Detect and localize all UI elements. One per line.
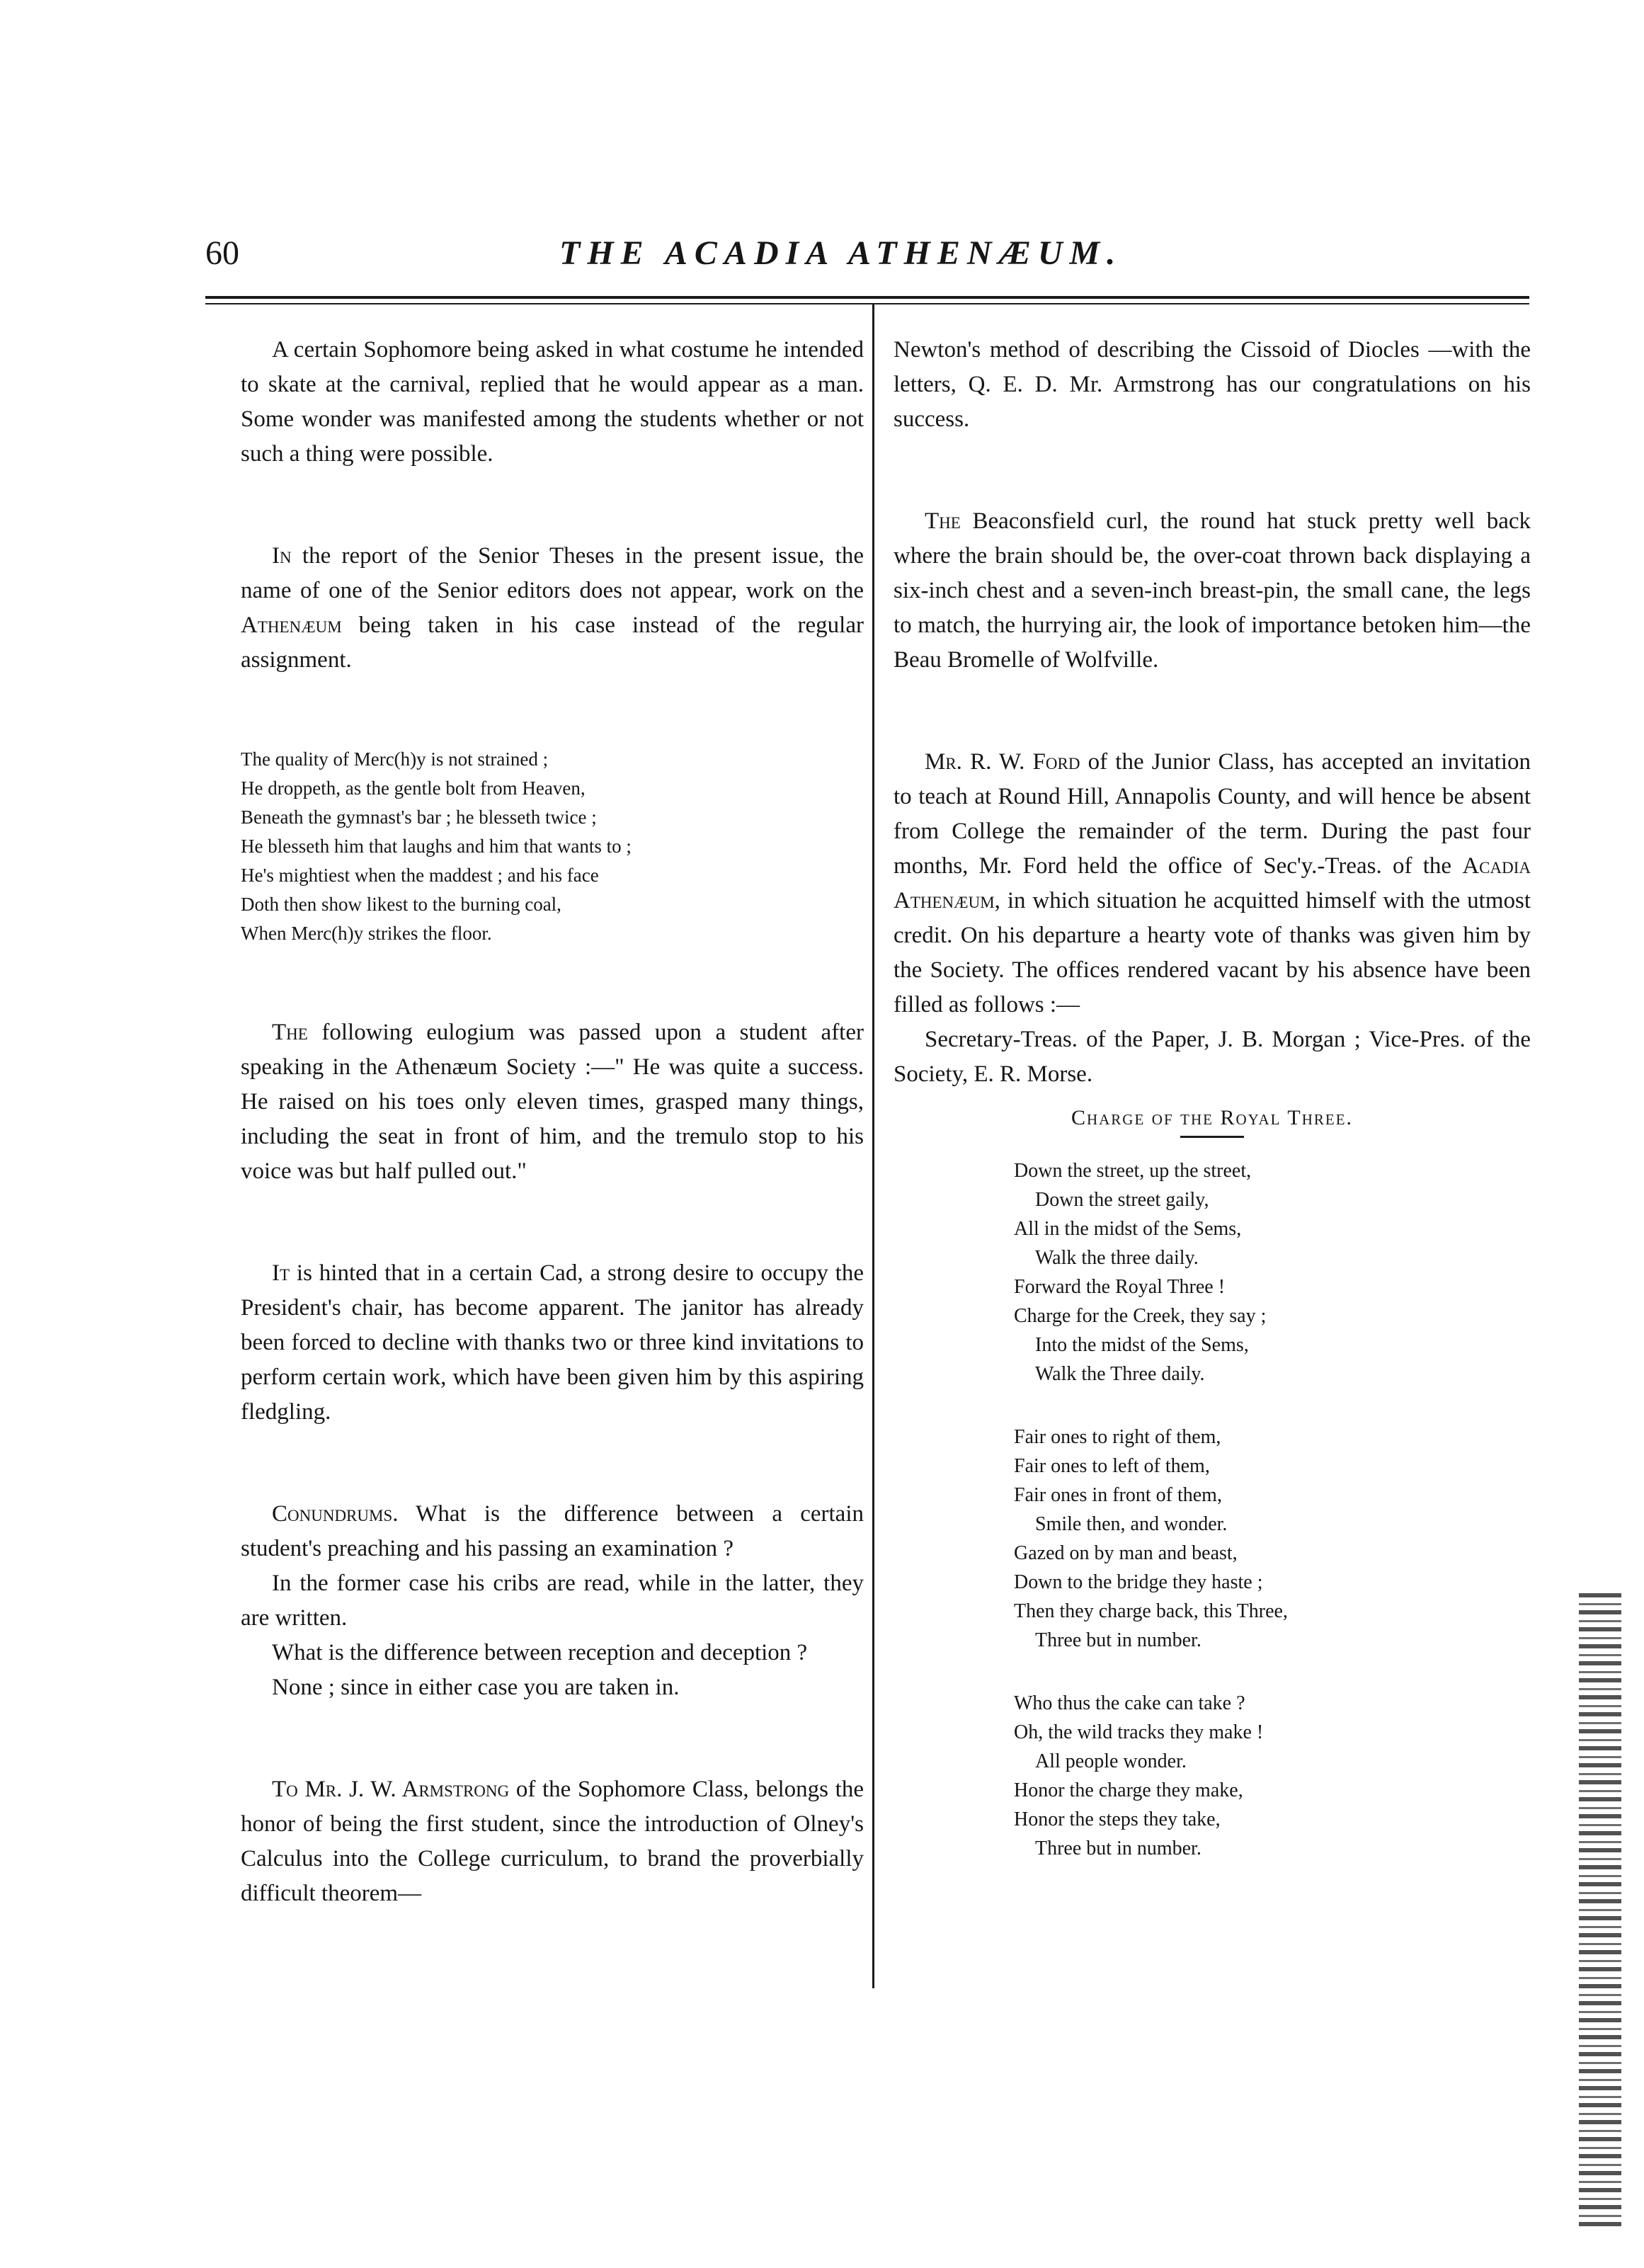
left-column xyxy=(241,333,864,1911)
paragraph-officers: Secretary-Treas. of the Paper, J. B. Morgan ; Vice-Pres. of the Society, E. R. Morse. xyxy=(894,1027,1531,1087)
paragraph-eulogium xyxy=(241,1015,864,1189)
page-number: 60 xyxy=(205,234,239,272)
lead-word: The xyxy=(272,1020,308,1045)
text: Beaconsfield curl, the round hat stuck pretty well back where the brain should be, the over-coat thrown back displaying a six-inch chest and a seven-inch breast-pin, the small cane, the legs to match, the hurrying air, the look of importance betoken him—the Beau Bromelle of Wolfville. xyxy=(894,508,1531,673)
paragraph-armstrong xyxy=(241,1772,864,1911)
lead-name: Mr. R. W. Ford xyxy=(925,749,1080,775)
poem-line: Honor the charge they make, xyxy=(1014,1779,1243,1801)
paragraph-ford xyxy=(894,745,1531,1022)
lead-name: To Mr. J. W. Armstrong xyxy=(272,1777,510,1802)
poem-line: Three but in number. xyxy=(1035,1837,1201,1859)
journal-name: Athenæum xyxy=(241,612,342,638)
verse-line: He's mightiest when the maddest ; and his face xyxy=(241,865,599,886)
poem-line: Fair ones to right of them, xyxy=(1014,1426,1221,1448)
poem-royal-three xyxy=(1014,1156,1531,1863)
paragraph-beaconsfield xyxy=(894,504,1531,678)
poem-line: Into the midst of the Sems, xyxy=(1035,1334,1249,1356)
poem-line: Walk the Three daily. xyxy=(1035,1363,1205,1385)
poem-line: Honor the steps they take, xyxy=(1014,1808,1221,1830)
poem-line: Fair ones to left of them, xyxy=(1014,1455,1210,1477)
text: is hinted that in a certain Cad, a strong desire to occupy the President's chair, has become apparent. The janitor has already been forced to decline with thanks two or three kind invitations to perform certain work, which have been given him by this aspiring fledgling. xyxy=(241,1260,864,1425)
scan-edge-artifact xyxy=(1579,1593,1621,2230)
verse-line: Beneath the gymnast's bar ; he blesseth twice ; xyxy=(241,807,597,828)
poem-title-rule xyxy=(1180,1136,1244,1138)
poem-line: Charge for the Creek, they say ; xyxy=(1014,1305,1267,1327)
right-column xyxy=(894,333,1531,1863)
poem-line: Smile then, and wonder. xyxy=(1035,1513,1228,1535)
lead-word: In xyxy=(272,543,292,569)
poem-line: Fair ones in front of them, xyxy=(1014,1484,1222,1506)
text: following eulogium was passed upon a student after speaking in the Athenæum Society :—" He was quite a success. He raised on his toes only eleven times, grasped many things, including the seat in front of him, and the tremulo stop to his voice was but half pulled out." xyxy=(241,1020,864,1184)
paragraph-newton: Newton's method of describing the Cissoid of Diocles —with the letters, Q. E. D. Mr. Armstrong has our congratulations on his success. xyxy=(894,337,1531,432)
paragraph-conundrums xyxy=(241,1497,864,1566)
verse-line: Doth then show likest to the burning coal, xyxy=(241,894,561,915)
column-divider xyxy=(872,303,874,1988)
poem-line: Three but in number. xyxy=(1035,1629,1201,1651)
poem-line: Oh, the wild tracks they make ! xyxy=(1014,1721,1264,1743)
lead-word: Conundrums. xyxy=(272,1501,399,1527)
verse-line: The quality of Merc(h)y is not strained ; xyxy=(241,748,549,770)
poem-line: Down the street, up the street, xyxy=(1014,1160,1252,1182)
poem-line: Down the street gaily, xyxy=(1035,1189,1209,1211)
verse-line: He blesseth him that laughs and him that wants to ; xyxy=(241,836,632,857)
poem-line: All in the midst of the Sems, xyxy=(1014,1218,1242,1240)
verse-mercy xyxy=(241,745,864,948)
poem-line: Who thus the cake can take ? xyxy=(1014,1692,1245,1714)
header-rule xyxy=(205,296,1529,299)
journal-name: Acadia Athenæum xyxy=(894,853,1531,913)
running-head: THE ACADIA ATHENÆUM. xyxy=(559,234,1123,272)
paragraph-costume: A certain Sophomore being asked in what costume he intended to skate at the carnival, replied that he would appear as a man. Some wonder was manifested among the students whether or not such a thing were possible. xyxy=(241,337,864,467)
lead-word: It xyxy=(272,1260,290,1286)
text: of the Sophomore Class, belongs the honor of being the first student, since the introduction of Olney's Calculus into the College curriculum, to brand the proverbially difficult theorem— xyxy=(241,1777,864,1906)
paragraph-question-2: What is the difference between reception and deception ? xyxy=(272,1640,808,1665)
poem-line: Walk the three daily. xyxy=(1035,1247,1199,1269)
lead-word: The xyxy=(925,508,961,534)
poem-line: All people wonder. xyxy=(1035,1750,1187,1772)
paragraph-answer-1: In the former case his cribs are read, while in the latter, they are written. xyxy=(241,1571,864,1631)
poem-line: Then they charge back, this Three, xyxy=(1014,1600,1288,1622)
paragraph-cad xyxy=(241,1256,864,1430)
text: of the Junior Class, has accepted an invitation to teach at Round Hill, Annapolis County, and will hence be absent from College the remainder of the term. During the past four months, Mr. Ford held the office of Sec'y.-Treas. of the xyxy=(894,749,1531,879)
text: the report of the Senior Theses in the present issue, the name of one of the Senior editors does not appear, work on the xyxy=(241,543,864,603)
poem-title: Charge of the Royal Three. xyxy=(1071,1106,1354,1129)
poem-line: Gazed on by man and beast, xyxy=(1014,1542,1238,1564)
text: , in which situation he acquitted himself with the utmost credit. On his departure a hearty vote of thanks was given him by the Society. The offices rendered vacant by his absence have been filled as follows :— xyxy=(894,888,1531,1018)
text: being taken in his case instead of the regular assignment. xyxy=(241,612,864,673)
paragraph-senior-theses xyxy=(241,539,864,678)
verse-line: When Merc(h)y strikes the floor. xyxy=(241,923,492,944)
poem-line: Down to the bridge they haste ; xyxy=(1014,1571,1263,1593)
poem-line: Forward the Royal Three ! xyxy=(1014,1276,1226,1298)
verse-line: He droppeth, as the gentle bolt from Heaven, xyxy=(241,777,586,799)
text: What is the difference between a certain student's preaching and his passing an examination ? xyxy=(241,1501,864,1561)
paragraph-answer-2: None ; since in either case you are taken in. xyxy=(272,1675,680,1700)
header-rule-thin xyxy=(205,303,1529,304)
